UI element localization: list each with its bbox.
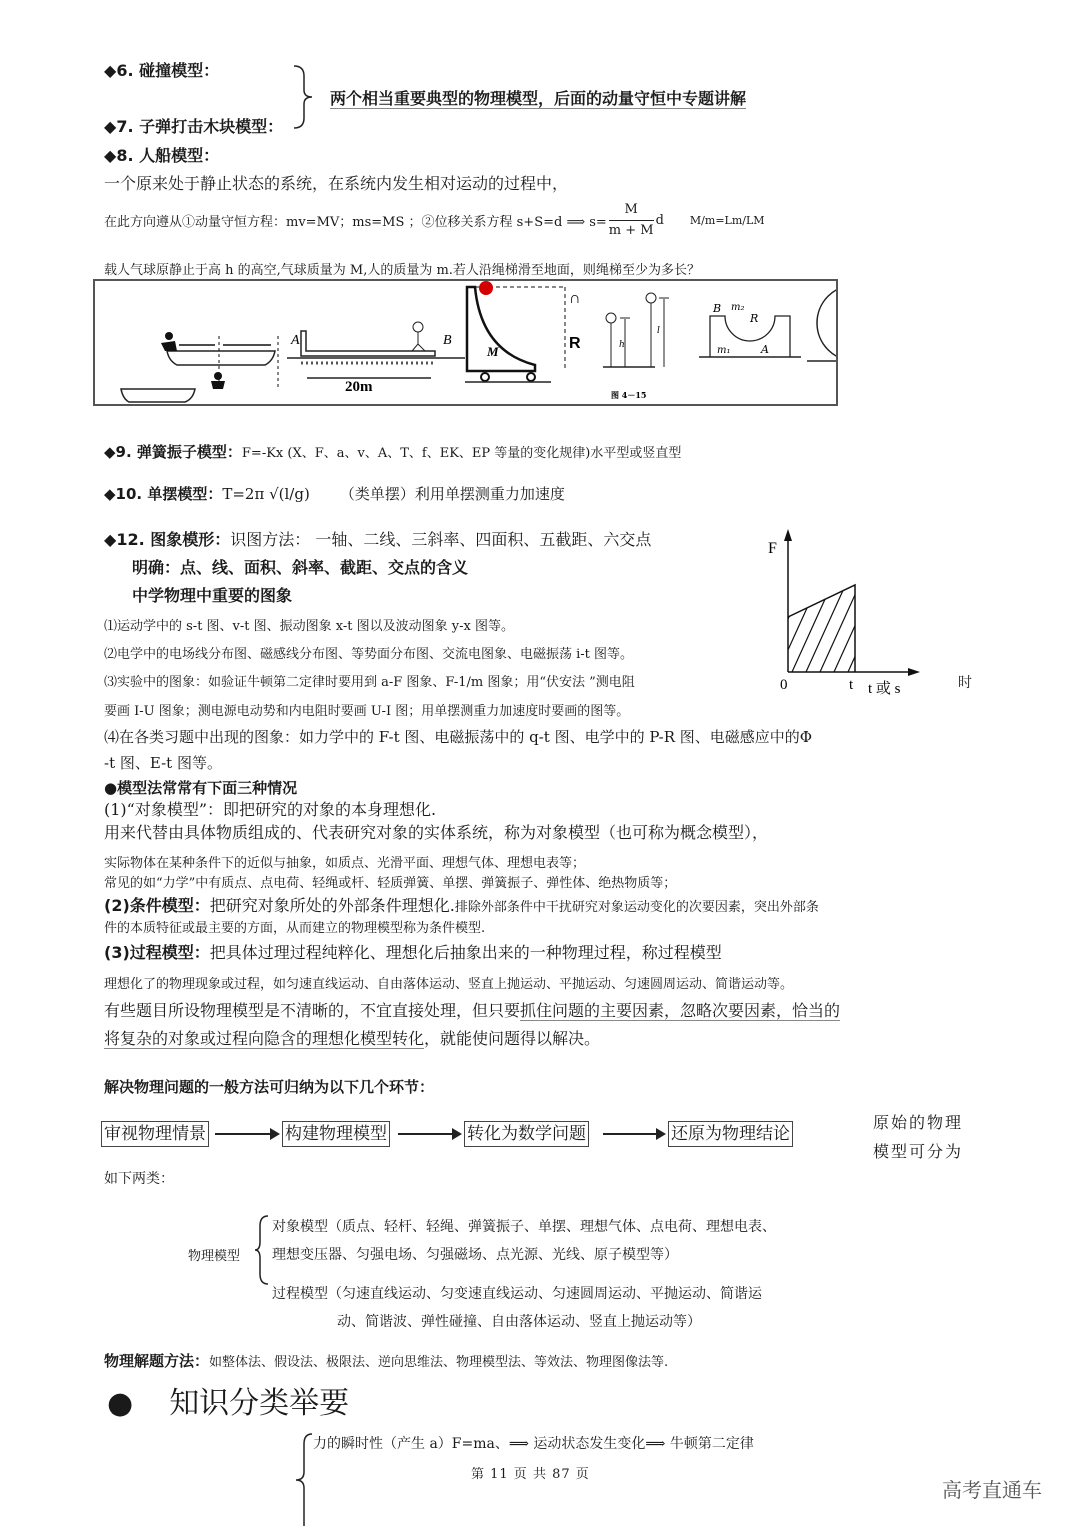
graph-item-4: ⑷在各类习题中出现的图象：如力学中的 F-t 图、电磁振荡中的 q-t 图、电学中的 P-R 图、电磁感应中的Φ (104, 728, 813, 746)
object-model-line1: 用来代替由具体物质组成的、代表研究对象的实体系统，称为对象模型（也可称为概念模型）， (104, 823, 769, 842)
svg-text:R: R (569, 335, 581, 352)
curved-track-diagram (465, 281, 581, 382)
object-model-line2: 实际物体在某种条件下的近似与抽象，如质点、光滑平面、理想气体、理想电表等； (104, 856, 586, 871)
svg-text:t 或 s: t 或 s (868, 681, 901, 697)
continuation: 如下两类： (104, 1171, 174, 1187)
section-8-formula: 在此方向遵从①动量守恒方程：mv=MV；ms=MS ；②位移关系方程 s+S=d ⟹ s= $\frac{M}{m + M}$ d M/m=Lm/LM (104, 200, 765, 241)
flow-step-1: 审视物理情景 (101, 1121, 209, 1147)
svg-text:l: l (657, 326, 660, 336)
left-brace-icon (294, 1432, 314, 1527)
physics-diagrams (95, 281, 836, 404)
pendulum-formula: T=2π √(l/g) (222, 485, 310, 503)
svg-text:m₂: m₂ (731, 302, 745, 313)
svg-text:20m: 20m (345, 379, 373, 395)
arrow-right-icon (215, 1133, 278, 1135)
section-8-line1: 一个原来处于静止状态的系统，在系统内发生相对运动的过程中， (104, 174, 569, 193)
section-7-heading: ◆7. 子弹打击木块模型： (104, 117, 284, 136)
graph-item-2: ⑵电学中的电场线分布图、磁感线分布图、等势面分布图、交流电图象、电磁振荡 i-t 图等。 (104, 647, 634, 662)
summary-line1: 有些题目所设物理模型是不清晰的，不宜直接处理，但只要抓住问题的主要因素，忽略次要因素，恰当的 (104, 1001, 841, 1020)
diamond-bullet-icon: ◆ (104, 530, 117, 549)
f-t-chart (762, 525, 922, 697)
plank-diagram (287, 322, 465, 395)
side-note-1: 原始的物理 (873, 1113, 964, 1132)
brace-note: 两个相当重要典型的物理模型，后面的动量守恒中专题讲解 (330, 89, 747, 108)
classification-process-2: 动、简谐波、弹性碰撞、自由落体运动、竖直上抛运动等） (337, 1314, 701, 1330)
arrow-right-icon (603, 1133, 664, 1135)
svg-text:R: R (750, 312, 759, 325)
svg-text:图 4－15: 图 4－15 (611, 390, 647, 400)
classification-root: 物理模型 (188, 1249, 241, 1264)
svg-text:∩: ∩ (569, 290, 581, 307)
fraction: $\frac{M}{m + M}$ (608, 202, 654, 238)
svg-text:A: A (291, 333, 300, 348)
svg-text:t: t (849, 677, 854, 693)
bullet-icon: ● (107, 1386, 134, 1421)
graph-item-4b: -t 图、E-t 图等。 (104, 754, 222, 772)
loop-diagram (807, 285, 836, 361)
section-12: ◆12. 图象模形：识图方法： 一轴、二线、三斜率、四面积、五截距、六交点 (104, 530, 652, 549)
summary-line2: 将复杂的对象或过程向隐含的理想化模型转化，就能使问题得以解决。 (104, 1029, 601, 1048)
section-9: ◆9. 弹簧振子模型：F=-Kx (X、F、a、v、A、T、f、EK、EP 等量的变化规律)水平型或竖直型 (104, 443, 682, 461)
object-model-title: (1)“对象模型”：即把研究的对象的本身理想化. (104, 800, 437, 819)
svg-text:m₁: m₁ (717, 345, 731, 356)
classification-object-1: 对象模型（质点、轻杆、轻绳、弹簧振子、单摆、理想气体、点电荷、理想电表、 (272, 1219, 776, 1235)
flow-step-3: 转化为数学问题 (464, 1121, 589, 1147)
watermark: 高考直通车 (942, 1478, 1042, 1502)
process-model: (3)过程模型：把具体过理过程纯粹化、理想化后抽象出来的一种物理过程，称过程模型 (104, 943, 722, 962)
svg-text:M: M (487, 344, 499, 359)
model-methods-heading: ●模型法常常有下面三种情况 (104, 779, 298, 797)
graph-item-3b: 要画 I-U 图象；测电源电动势和内电阻时要画 U-I 图；用单摆测重力加速度时要画的图等。 (104, 704, 630, 719)
diamond-bullet-icon: ◆ (104, 117, 117, 136)
svg-text:A: A (761, 343, 769, 356)
graph-item-1: ⑴运动学中的 s-t 图、v-t 图、振动图象 x-t 图以及波动图象 y-x 图等。 (104, 619, 514, 634)
stray-char: 时 (958, 675, 972, 691)
graph-item-3: ⑶实验中的图象：如验证牛顿第二定律时要用到 a-F 图象、F-1/m 图象；用“伏安法 ”测电阻 (104, 675, 635, 690)
section-12-important: 中学物理中重要的图象 (132, 586, 293, 605)
svg-text:B: B (713, 302, 722, 315)
right-brace-icon (292, 64, 314, 130)
object-model-line3: 常见的如“力学”中有质点、点电荷、轻绳或杆、轻质弹簧、单摆、弹簧振子、弹性体、绝热物质等； (104, 876, 677, 891)
flow-step-4: 还原为物理结论 (668, 1121, 793, 1147)
general-method-heading: 解决物理问题的一般方法可归纳为以下几个环节： (104, 1078, 435, 1096)
side-note-2: 模型可分为 (873, 1142, 964, 1161)
balloon-question: 载人气球原静止于高 h 的高空,气球质量为 M,人的质量为 m.若人沿绳梯滑至地面，则绳梯至少为多长？ (104, 263, 700, 278)
diamond-bullet-icon: ◆ (104, 485, 116, 503)
pendulum-diagram (603, 293, 669, 367)
section-8-heading: ◆8. 人船模型： (104, 146, 220, 165)
classification-process-1: 过程模型（匀速直线运动、匀变速直线运动、匀速圆周运动、平抛运动、简谐运 (272, 1286, 762, 1302)
arrow-right-icon (398, 1133, 460, 1135)
classification-object-2: 理想变压器、匀强电场、匀强磁场、点光源、光线、原子模型等） (272, 1247, 678, 1263)
svg-text:h: h (619, 340, 625, 350)
solving-methods: 物理解题方法：如整体法、假设法、极限法、逆向思维法、物理模型法、等效法、物理图像法等. (104, 1352, 669, 1370)
bowl-diagram (699, 302, 801, 357)
figure-strip (93, 279, 838, 406)
condition-model-line2: 件的本质特征或最主要的方面，从而建立的物理模型称为条件模型. (104, 921, 486, 936)
svg-text:B: B (443, 333, 452, 348)
section-12-clarify: 明确：点、线、面积、斜率、截距、交点的含义 (132, 558, 469, 577)
page-number: 第 11 页 共 87 页 (471, 1467, 590, 1482)
flow-step-2: 构建物理模型 (282, 1121, 390, 1147)
section-6-heading: ◆6. 碰撞模型： (104, 61, 220, 80)
diamond-bullet-icon: ◆ (104, 146, 117, 165)
svg-text:F: F (768, 540, 777, 557)
condition-model: (2)条件模型：把研究对象所处的外部条件理想化.排除外部条件中干扰研究对象运动变化的次要因素，突出外部条 (104, 896, 819, 915)
section-10: ◆10. 单摆模型：T=2π √(l/g) （类单摆）利用单摆测重力加速度 (104, 485, 565, 503)
knowledge-item-1: 力的瞬时性（产生 a）F=ma、⟹ 运动状态发生变化⟹ 牛顿第二定律 (313, 1436, 754, 1452)
ratio-note: M/m=Lm/LM (689, 214, 765, 227)
knowledge-heading: ● 知识分类举要 (107, 1386, 350, 1421)
left-brace-icon (254, 1214, 270, 1286)
diamond-bullet-icon: ◆ (104, 61, 117, 80)
diamond-bullet-icon: ◆ (104, 443, 116, 461)
boat-diagram (121, 332, 278, 402)
process-model-line1: 理想化了的物理现象或过程，如匀速直线运动、自由落体运动、竖直上抛运动、平抛运动、匀速圆周运动、简谐运动等。 (104, 977, 794, 992)
svg-text:0: 0 (780, 677, 788, 693)
